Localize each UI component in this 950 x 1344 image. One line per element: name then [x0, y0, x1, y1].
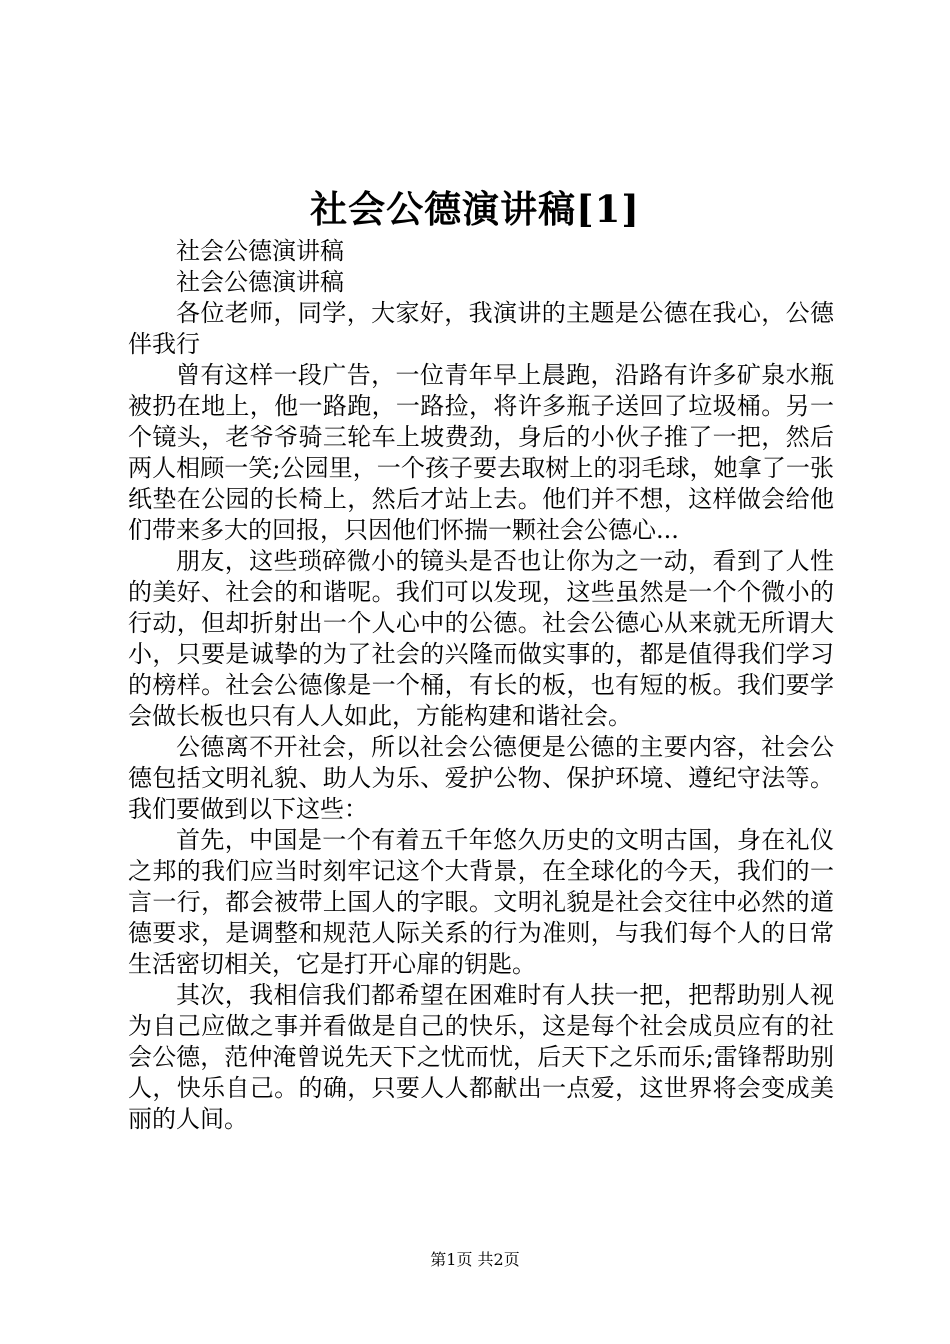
paragraph-heading-1: 社会公德演讲稿: [176, 237, 344, 265]
paragraph-body: 曾有这样一段广告，一位青年早上晨跑，沿路有许多矿泉水瓶被扔在地上，他一路跑，一路捡，将许多瓶子送回了垃圾桶。另一个镜头，老爷爷骑三轮车上坡费劲，身后的小伙子推了一把，然后两人相顾一笑;公园里，一个孩子要去取树上的羽毛球，她拿了一张纸垫在公园的长椅上，然后才站上去。他们并不想，这样做会给他们带来多大的回报，只因他们怀揣一颗社会公德心...: [128, 361, 834, 544]
page-number-footer: 第1页 共2页: [430, 1250, 520, 1269]
paragraph-greeting: 各位老师，同学，大家好，我演讲的主题是公德在我心，公德伴我行: [128, 299, 834, 358]
document-body: [128, 236, 834, 1135]
paragraph-heading-2: 社会公德演讲稿: [176, 268, 344, 296]
paragraph-body: 首先，中国是一个有着五千年悠久历史的文明古国，身在礼仪之邦的我们应当时刻牢记这个大背景，在全球化的今天，我们的一言一行，都会被带上国人的字眼。文明礼貌是社会交往中必然的道德要求，是调整和规范人际关系的行为准则，与我们每个人的日常生活密切相关，它是打开心扉的钥匙。: [128, 826, 834, 978]
paragraph-body: 朋友，这些琐碎微小的镜头是否也让你为之一动，看到了人性的美好、社会的和谐呢。我们可以发现，这些虽然是一个个微小的行动，但却折射出一个人心中的公德。社会公德心从来就无所谓大小，只要是诚挚的为了社会的兴隆而做实事的，都是值得我们学习的榜样。社会公德像是一个桶，有长的板，也有短的板。我们要学会做长板也只有人人如此，方能构建和谐社会。: [128, 547, 834, 730]
paragraph-body: 其次，我相信我们都希望在困难时有人扶一把，把帮助别人视为自己应做之事并看做是自己的快乐，这是每个社会成员应有的社会公德，范仲淹曾说先天下之忧而忧，后天下之乐而乐;雷锋帮助别人，快乐自己。的确，只要人人都献出一点爱，这世界将会变成美丽的人间。: [128, 981, 834, 1133]
document-title: 社会公德演讲稿[1]: [310, 187, 640, 231]
paragraph-body: 公德离不开社会，所以社会公德便是公德的主要内容，社会公德包括文明礼貌、助人为乐、爱护公物、保护环境、遵纪守法等。我们要做到以下这些：: [128, 733, 834, 823]
